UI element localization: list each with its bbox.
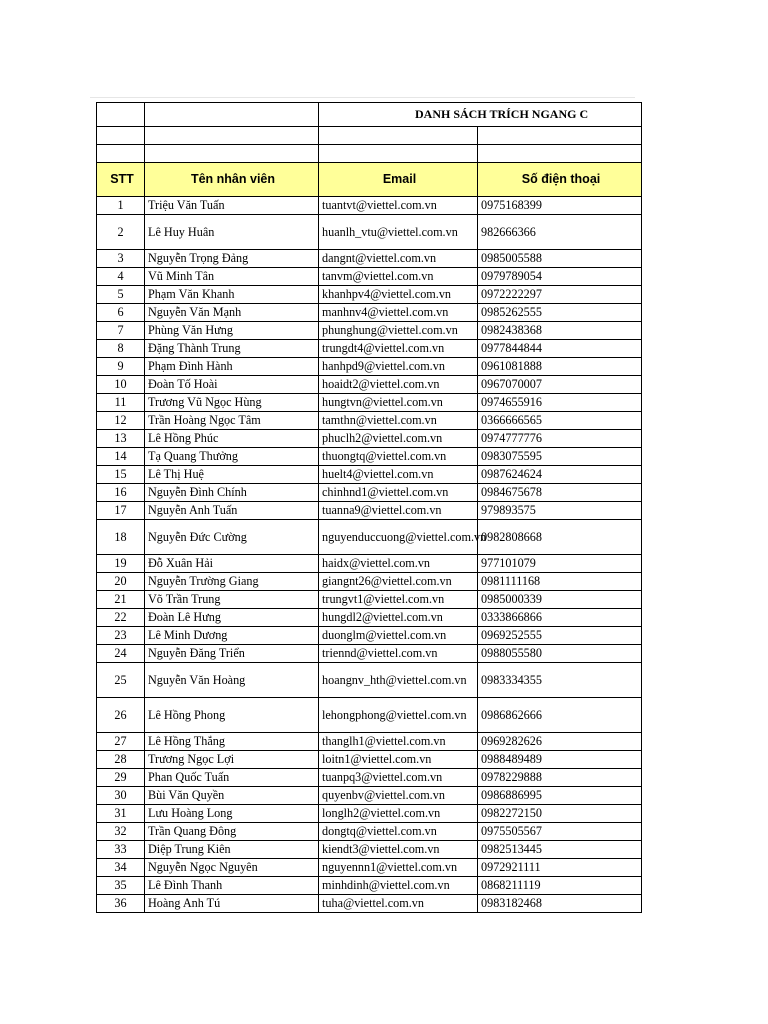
row-email: chinhnd1@viettel.com.vn (319, 484, 478, 502)
table-row (97, 698, 642, 733)
row-stt: 27 (97, 733, 145, 751)
table-row (97, 250, 642, 268)
employee-table (96, 102, 642, 913)
header-row (97, 163, 642, 197)
row-name: Phạm Đình Hành (145, 358, 319, 376)
row-name: Lê Hồng Phong (145, 698, 319, 733)
row-name: Nguyễn Đăng Triển (145, 645, 319, 663)
row-phone: 0969252555 (478, 627, 642, 645)
row-email: minhdinh@viettel.com.vn (319, 877, 478, 895)
row-email: hungdl2@viettel.com.vn (319, 609, 478, 627)
row-email: tuanpq3@viettel.com.vn (319, 769, 478, 787)
blank-cell (145, 127, 319, 145)
row-stt: 3 (97, 250, 145, 268)
row-name: Trần Quang Đông (145, 823, 319, 841)
title-blank-cell (145, 103, 319, 127)
row-email: haidx@viettel.com.vn (319, 555, 478, 573)
row-phone: 0961081888 (478, 358, 642, 376)
table-row (97, 340, 642, 358)
row-name: Bùi Văn Quyền (145, 787, 319, 805)
table-row (97, 841, 642, 859)
row-phone: 0975505567 (478, 823, 642, 841)
row-name: Nguyễn Trường Giang (145, 573, 319, 591)
table-row (97, 448, 642, 466)
row-name: Đoàn Tố Hoài (145, 376, 319, 394)
row-stt: 28 (97, 751, 145, 769)
row-stt: 15 (97, 466, 145, 484)
row-stt: 22 (97, 609, 145, 627)
table-row (97, 645, 642, 663)
row-name: Nguyễn Văn Hoàng (145, 663, 319, 698)
row-phone: 0982272150 (478, 805, 642, 823)
table-row (97, 805, 642, 823)
header-name: Tên nhân viên (145, 163, 319, 197)
row-phone: 0983334355 (478, 663, 642, 698)
row-name: Lê Hồng Phúc (145, 430, 319, 448)
row-email: kiendt3@viettel.com.vn (319, 841, 478, 859)
row-name: Lê Minh Dương (145, 627, 319, 645)
row-phone: 0978229888 (478, 769, 642, 787)
table-row (97, 412, 642, 430)
blank-cell (319, 127, 478, 145)
header-phone: Số điện thoại (478, 163, 642, 197)
row-stt: 25 (97, 663, 145, 698)
row-name: Nguyễn Đình Chính (145, 484, 319, 502)
header-stt: STT (97, 163, 145, 197)
row-name: Nguyễn Văn Mạnh (145, 304, 319, 322)
row-stt: 26 (97, 698, 145, 733)
row-name: Tạ Quang Thưởng (145, 448, 319, 466)
row-stt: 23 (97, 627, 145, 645)
table-row (97, 787, 642, 805)
row-stt: 20 (97, 573, 145, 591)
table-row (97, 484, 642, 502)
table-row (97, 573, 642, 591)
row-phone: 0982438368 (478, 322, 642, 340)
row-phone: 0985005588 (478, 250, 642, 268)
row-stt: 21 (97, 591, 145, 609)
row-email: huelt4@viettel.com.vn (319, 466, 478, 484)
page-top-rule (90, 97, 635, 98)
blank-row (97, 145, 642, 163)
row-stt: 17 (97, 502, 145, 520)
row-name: Trương Vũ Ngọc Hùng (145, 394, 319, 412)
table-row (97, 823, 642, 841)
row-name: Vũ Minh Tân (145, 268, 319, 286)
row-phone: 0986862666 (478, 698, 642, 733)
row-email: dongtq@viettel.com.vn (319, 823, 478, 841)
table-row (97, 376, 642, 394)
table-row (97, 304, 642, 322)
row-phone: 0974655916 (478, 394, 642, 412)
row-name: Trần Hoàng Ngọc Tâm (145, 412, 319, 430)
row-email: huanlh_vtu@viettel.com.vn (319, 215, 478, 250)
table-row (97, 502, 642, 520)
row-name: Triệu Văn Tuấn (145, 197, 319, 215)
table-row (97, 769, 642, 787)
row-email: tanvm@viettel.com.vn (319, 268, 478, 286)
row-stt: 9 (97, 358, 145, 376)
row-stt: 24 (97, 645, 145, 663)
row-email: khanhpv4@viettel.com.vn (319, 286, 478, 304)
row-stt: 11 (97, 394, 145, 412)
table-row (97, 268, 642, 286)
row-name: Lưu Hoàng Long (145, 805, 319, 823)
row-phone: 979893575 (478, 502, 642, 520)
table-row (97, 286, 642, 304)
row-stt: 33 (97, 841, 145, 859)
row-email: nguyennn1@viettel.com.vn (319, 859, 478, 877)
table-row (97, 466, 642, 484)
row-phone: 0982808668 (478, 520, 642, 555)
row-stt: 10 (97, 376, 145, 394)
row-stt: 29 (97, 769, 145, 787)
header-email: Email (319, 163, 478, 197)
row-phone: 0967070007 (478, 376, 642, 394)
row-name: Võ Trần Trung (145, 591, 319, 609)
row-phone: 0985262555 (478, 304, 642, 322)
table-row (97, 877, 642, 895)
blank-cell (97, 127, 145, 145)
row-phone: 982666366 (478, 215, 642, 250)
blank-cell (319, 145, 478, 163)
row-name: Đoàn Lê Hưng (145, 609, 319, 627)
table-row (97, 394, 642, 412)
row-stt: 35 (97, 877, 145, 895)
table-row (97, 663, 642, 698)
row-name: Phan Quốc Tuấn (145, 769, 319, 787)
row-email: hanhpd9@viettel.com.vn (319, 358, 478, 376)
row-email: thuongtq@viettel.com.vn (319, 448, 478, 466)
title-row (97, 103, 642, 127)
row-email: hoaidt2@viettel.com.vn (319, 376, 478, 394)
document-title: DANH SÁCH TRÍCH NGANG C (319, 103, 642, 127)
row-name: Lê Thị Huệ (145, 466, 319, 484)
row-stt: 19 (97, 555, 145, 573)
blank-cell (478, 127, 642, 145)
table-row (97, 733, 642, 751)
row-name: Trương Ngọc Lợi (145, 751, 319, 769)
row-name: Nguyễn Trọng Đảng (145, 250, 319, 268)
row-phone: 0868211119 (478, 877, 642, 895)
row-stt: 2 (97, 215, 145, 250)
row-phone: 0975168399 (478, 197, 642, 215)
row-email: manhnv4@viettel.com.vn (319, 304, 478, 322)
row-phone: 0986886995 (478, 787, 642, 805)
row-stt: 30 (97, 787, 145, 805)
row-email: trungdt4@viettel.com.vn (319, 340, 478, 358)
row-email: tamthn@viettel.com.vn (319, 412, 478, 430)
row-email: hungtvn@viettel.com.vn (319, 394, 478, 412)
row-stt: 12 (97, 412, 145, 430)
row-name: Lê Huy Huân (145, 215, 319, 250)
spreadsheet-viewport (96, 102, 601, 912)
row-email: nguyenduccuong@viettel.com.vn (319, 520, 478, 555)
row-phone: 0983182468 (478, 895, 642, 913)
row-stt: 7 (97, 322, 145, 340)
row-email: thanglh1@viettel.com.vn (319, 733, 478, 751)
row-stt: 31 (97, 805, 145, 823)
blank-cell (145, 145, 319, 163)
table-row (97, 895, 642, 913)
row-email: tuha@viettel.com.vn (319, 895, 478, 913)
blank-cell (478, 145, 642, 163)
row-email: longlh2@viettel.com.vn (319, 805, 478, 823)
table-row (97, 859, 642, 877)
row-email: tuantvt@viettel.com.vn (319, 197, 478, 215)
row-email: trungvt1@viettel.com.vn (319, 591, 478, 609)
row-email: tuanna9@viettel.com.vn (319, 502, 478, 520)
row-email: giangnt26@viettel.com.vn (319, 573, 478, 591)
row-stt: 5 (97, 286, 145, 304)
row-name: Nguyễn Đức Cường (145, 520, 319, 555)
row-name: Hoàng Anh Tú (145, 895, 319, 913)
row-phone: 0983075595 (478, 448, 642, 466)
row-name: Lê Hồng Thắng (145, 733, 319, 751)
row-stt: 1 (97, 197, 145, 215)
row-phone: 0988489489 (478, 751, 642, 769)
row-stt: 6 (97, 304, 145, 322)
row-email: duonglm@viettel.com.vn (319, 627, 478, 645)
row-phone: 0981111168 (478, 573, 642, 591)
row-name: Đặng Thành Trung (145, 340, 319, 358)
row-email: dangnt@viettel.com.vn (319, 250, 478, 268)
table-row (97, 555, 642, 573)
table-row (97, 215, 642, 250)
row-phone: 0972921111 (478, 859, 642, 877)
row-email: phunghung@viettel.com.vn (319, 322, 478, 340)
blank-row (97, 127, 642, 145)
title-blank-cell (97, 103, 145, 127)
table-row (97, 197, 642, 215)
row-email: phuclh2@viettel.com.vn (319, 430, 478, 448)
table-row (97, 627, 642, 645)
row-email: quyenbv@viettel.com.vn (319, 787, 478, 805)
table-row (97, 520, 642, 555)
row-phone: 0987624624 (478, 466, 642, 484)
row-stt: 18 (97, 520, 145, 555)
table-row (97, 322, 642, 340)
row-name: Nguyễn Anh Tuấn (145, 502, 319, 520)
table-row (97, 591, 642, 609)
blank-cell (97, 145, 145, 163)
row-email: triennd@viettel.com.vn (319, 645, 478, 663)
row-stt: 14 (97, 448, 145, 466)
row-name: Đỗ Xuân Hải (145, 555, 319, 573)
row-phone: 0979789054 (478, 268, 642, 286)
row-name: Lê Đình Thanh (145, 877, 319, 895)
row-phone: 0969282626 (478, 733, 642, 751)
row-stt: 36 (97, 895, 145, 913)
row-name: Phạm Văn Khanh (145, 286, 319, 304)
row-name: Diệp Trung Kiên (145, 841, 319, 859)
row-stt: 32 (97, 823, 145, 841)
row-email: hoangnv_hth@viettel.com.vn (319, 663, 478, 698)
row-phone: 977101079 (478, 555, 642, 573)
row-phone: 0985000339 (478, 591, 642, 609)
row-stt: 13 (97, 430, 145, 448)
row-phone: 0366666565 (478, 412, 642, 430)
row-phone: 0988055580 (478, 645, 642, 663)
table-row (97, 751, 642, 769)
row-name: Phùng Văn Hưng (145, 322, 319, 340)
row-phone: 0977844844 (478, 340, 642, 358)
row-email: lehongphong@viettel.com.vn (319, 698, 478, 733)
row-stt: 4 (97, 268, 145, 286)
row-phone: 0333866866 (478, 609, 642, 627)
row-stt: 8 (97, 340, 145, 358)
table-row (97, 430, 642, 448)
row-phone: 0972222297 (478, 286, 642, 304)
row-name: Nguyễn Ngọc Nguyên (145, 859, 319, 877)
row-phone: 0984675678 (478, 484, 642, 502)
table-row (97, 609, 642, 627)
row-email: loitn1@viettel.com.vn (319, 751, 478, 769)
row-stt: 16 (97, 484, 145, 502)
row-stt: 34 (97, 859, 145, 877)
row-phone: 0974777776 (478, 430, 642, 448)
row-phone: 0982513445 (478, 841, 642, 859)
table-row (97, 358, 642, 376)
